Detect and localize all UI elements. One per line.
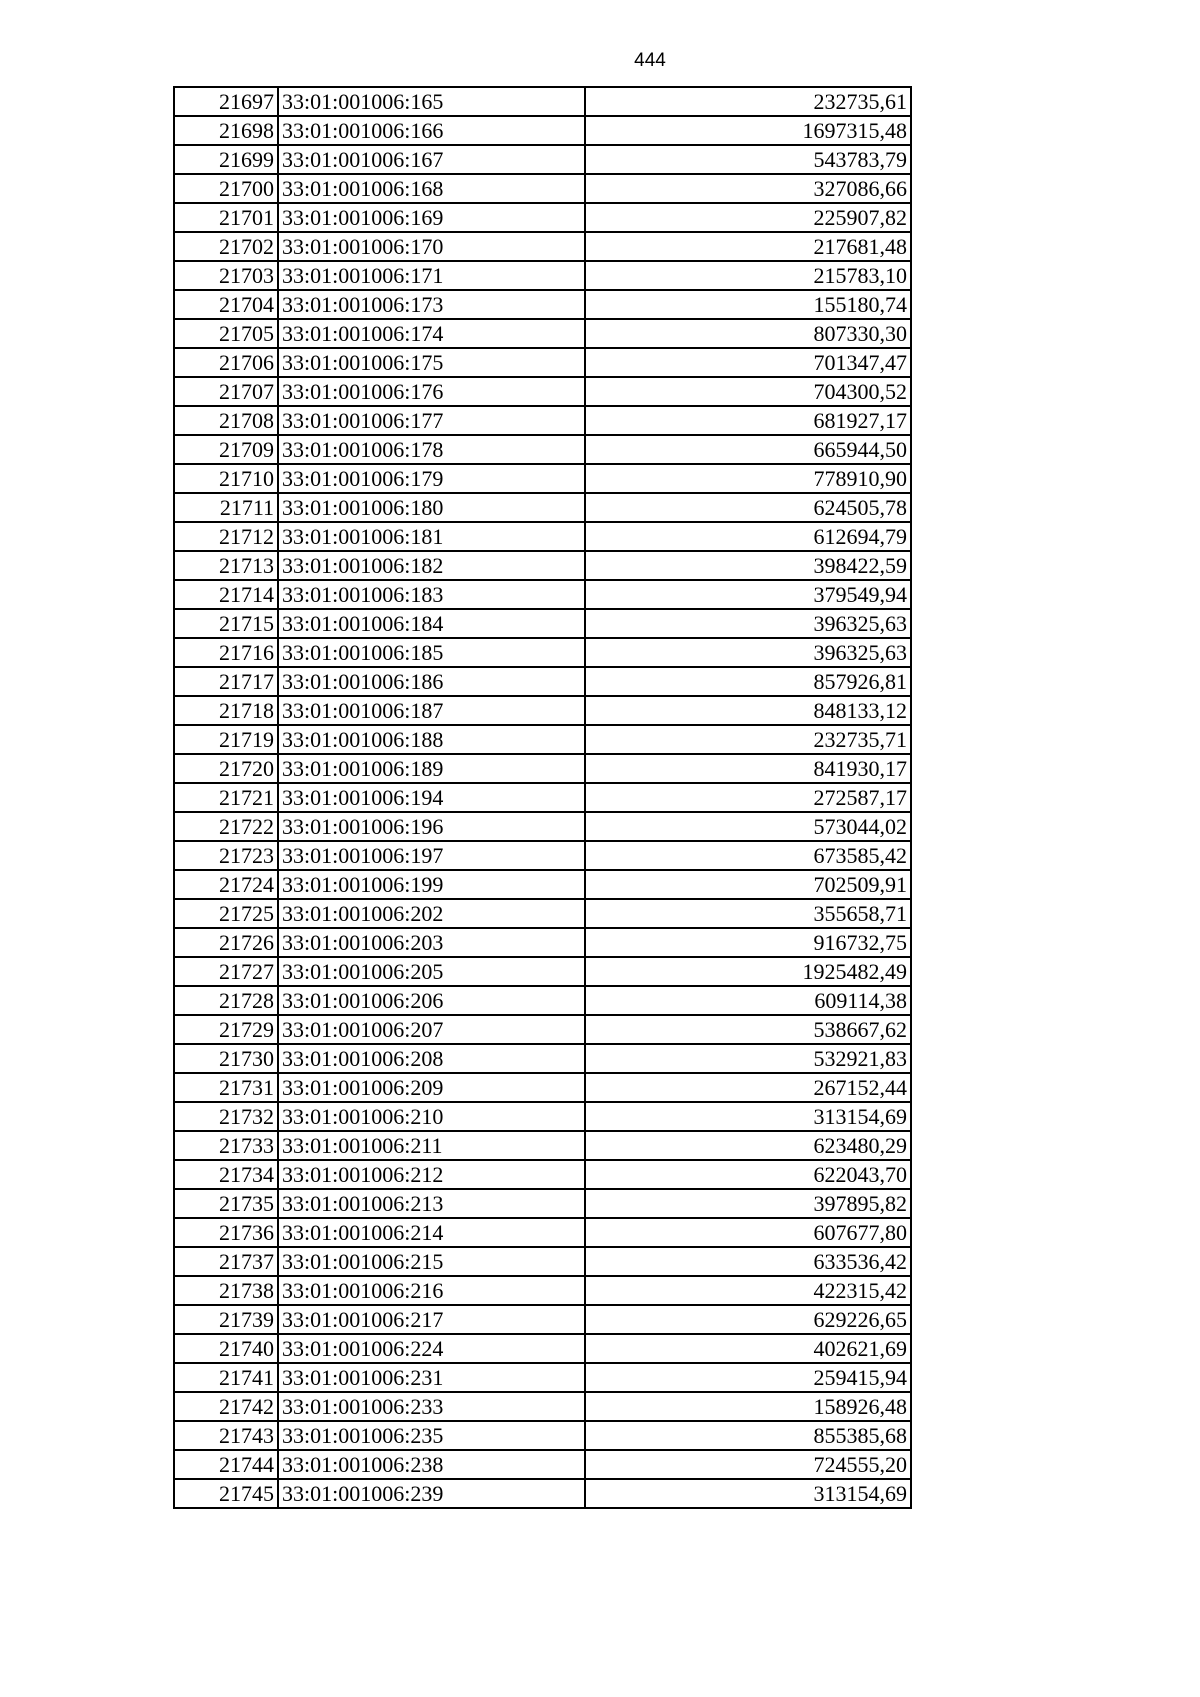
table-row (174, 348, 911, 377)
row-number-cell: 21745 (174, 1479, 278, 1508)
cadastral-value-cell: 398422,59 (585, 551, 911, 580)
table-row (174, 551, 911, 580)
cadastral-number-cell: 33:01:001006:206 (278, 986, 585, 1015)
row-number-cell: 21710 (174, 464, 278, 493)
cadastral-value-cell: 673585,42 (585, 841, 911, 870)
cadastral-number-cell: 33:01:001006:212 (278, 1160, 585, 1189)
row-number-cell: 21736 (174, 1218, 278, 1247)
cadastral-value-cell: 327086,66 (585, 174, 911, 203)
cadastral-number-cell: 33:01:001006:238 (278, 1450, 585, 1479)
row-number-cell: 21728 (174, 986, 278, 1015)
table-row (174, 957, 911, 986)
row-number-cell: 21729 (174, 1015, 278, 1044)
cadastral-number-cell: 33:01:001006:231 (278, 1363, 585, 1392)
cadastral-number-cell: 33:01:001006:174 (278, 319, 585, 348)
table-row (174, 638, 911, 667)
cadastral-value-cell: 225907,82 (585, 203, 911, 232)
row-number-cell: 21697 (174, 87, 278, 116)
cadastral-number-cell: 33:01:001006:169 (278, 203, 585, 232)
row-number-cell: 21716 (174, 638, 278, 667)
cadastral-value-table (173, 86, 912, 1509)
cadastral-value-cell: 232735,61 (585, 87, 911, 116)
table-row (174, 754, 911, 783)
cadastral-value-cell: 215783,10 (585, 261, 911, 290)
cadastral-number-cell: 33:01:001006:233 (278, 1392, 585, 1421)
row-number-cell: 21744 (174, 1450, 278, 1479)
cadastral-number-cell: 33:01:001006:211 (278, 1131, 585, 1160)
cadastral-number-cell: 33:01:001006:171 (278, 261, 585, 290)
cadastral-number-cell: 33:01:001006:177 (278, 406, 585, 435)
row-number-cell: 21708 (174, 406, 278, 435)
table-row (174, 435, 911, 464)
cadastral-number-cell: 33:01:001006:176 (278, 377, 585, 406)
table-row (174, 1479, 911, 1508)
row-number-cell: 21740 (174, 1334, 278, 1363)
cadastral-value-cell: 622043,70 (585, 1160, 911, 1189)
row-number-cell: 21737 (174, 1247, 278, 1276)
table-row (174, 1160, 911, 1189)
cadastral-number-cell: 33:01:001006:203 (278, 928, 585, 957)
row-number-cell: 21718 (174, 696, 278, 725)
cadastral-value-cell: 396325,63 (585, 609, 911, 638)
row-number-cell: 21703 (174, 261, 278, 290)
page-number: 444 (634, 50, 666, 71)
cadastral-value-cell: 272587,17 (585, 783, 911, 812)
row-number-cell: 21715 (174, 609, 278, 638)
row-number-cell: 21734 (174, 1160, 278, 1189)
row-number-cell: 21700 (174, 174, 278, 203)
row-number-cell: 21721 (174, 783, 278, 812)
cadastral-number-cell: 33:01:001006:217 (278, 1305, 585, 1334)
cadastral-value-cell: 313154,69 (585, 1479, 911, 1508)
cadastral-number-cell: 33:01:001006:180 (278, 493, 585, 522)
cadastral-number-cell: 33:01:001006:197 (278, 841, 585, 870)
cadastral-number-cell: 33:01:001006:239 (278, 1479, 585, 1508)
cadastral-number-cell: 33:01:001006:165 (278, 87, 585, 116)
cadastral-number-cell: 33:01:001006:184 (278, 609, 585, 638)
cadastral-value-cell: 624505,78 (585, 493, 911, 522)
cadastral-value-cell: 665944,50 (585, 435, 911, 464)
table-row (174, 667, 911, 696)
cadastral-number-cell: 33:01:001006:208 (278, 1044, 585, 1073)
row-number-cell: 21742 (174, 1392, 278, 1421)
cadastral-number-cell: 33:01:001006:216 (278, 1276, 585, 1305)
row-number-cell: 21707 (174, 377, 278, 406)
table-row (174, 580, 911, 609)
table-row (174, 232, 911, 261)
row-number-cell: 21698 (174, 116, 278, 145)
row-number-cell: 21738 (174, 1276, 278, 1305)
cadastral-value-cell: 702509,91 (585, 870, 911, 899)
table-row (174, 609, 911, 638)
table-row (174, 870, 911, 899)
cadastral-value-cell: 704300,52 (585, 377, 911, 406)
cadastral-number-cell: 33:01:001006:168 (278, 174, 585, 203)
cadastral-value-cell: 155180,74 (585, 290, 911, 319)
row-number-cell: 21712 (174, 522, 278, 551)
cadastral-value-cell: 217681,48 (585, 232, 911, 261)
cadastral-value-cell: 573044,02 (585, 812, 911, 841)
cadastral-number-cell: 33:01:001006:210 (278, 1102, 585, 1131)
table-row (174, 464, 911, 493)
cadastral-number-cell: 33:01:001006:170 (278, 232, 585, 261)
cadastral-number-cell: 33:01:001006:235 (278, 1421, 585, 1450)
table-row (174, 1363, 911, 1392)
row-number-cell: 21719 (174, 725, 278, 754)
row-number-cell: 21702 (174, 232, 278, 261)
cadastral-value-cell: 612694,79 (585, 522, 911, 551)
table-row (174, 145, 911, 174)
cadastral-number-cell: 33:01:001006:173 (278, 290, 585, 319)
row-number-cell: 21714 (174, 580, 278, 609)
table-row (174, 406, 911, 435)
row-number-cell: 21741 (174, 1363, 278, 1392)
cadastral-value-cell: 807330,30 (585, 319, 911, 348)
row-number-cell: 21726 (174, 928, 278, 957)
row-number-cell: 21730 (174, 1044, 278, 1073)
cadastral-value-cell: 857926,81 (585, 667, 911, 696)
cadastral-number-cell: 33:01:001006:215 (278, 1247, 585, 1276)
row-number-cell: 21711 (174, 493, 278, 522)
cadastral-value-cell: 355658,71 (585, 899, 911, 928)
cadastral-number-cell: 33:01:001006:166 (278, 116, 585, 145)
table-row (174, 87, 911, 116)
cadastral-number-cell: 33:01:001006:186 (278, 667, 585, 696)
cadastral-number-cell: 33:01:001006:187 (278, 696, 585, 725)
row-number-cell: 21727 (174, 957, 278, 986)
cadastral-number-cell: 33:01:001006:179 (278, 464, 585, 493)
row-number-cell: 21732 (174, 1102, 278, 1131)
row-number-cell: 21733 (174, 1131, 278, 1160)
cadastral-number-cell: 33:01:001006:189 (278, 754, 585, 783)
row-number-cell: 21709 (174, 435, 278, 464)
table-row (174, 1392, 911, 1421)
cadastral-value-cell: 259415,94 (585, 1363, 911, 1392)
table-row (174, 1073, 911, 1102)
cadastral-value-cell: 848133,12 (585, 696, 911, 725)
row-number-cell: 21713 (174, 551, 278, 580)
table-row (174, 812, 911, 841)
cadastral-value-cell: 841930,17 (585, 754, 911, 783)
row-number-cell: 21731 (174, 1073, 278, 1102)
cadastral-number-cell: 33:01:001006:224 (278, 1334, 585, 1363)
table-row (174, 116, 911, 145)
table-row (174, 290, 911, 319)
row-number-cell: 21699 (174, 145, 278, 174)
cadastral-value-cell: 422315,42 (585, 1276, 911, 1305)
table-row (174, 986, 911, 1015)
table-row (174, 1044, 911, 1073)
cadastral-number-cell: 33:01:001006:207 (278, 1015, 585, 1044)
table-row (174, 1189, 911, 1218)
table-row (174, 1276, 911, 1305)
row-number-cell: 21720 (174, 754, 278, 783)
cadastral-number-cell: 33:01:001006:181 (278, 522, 585, 551)
cadastral-number-cell: 33:01:001006:194 (278, 783, 585, 812)
table-row (174, 725, 911, 754)
row-number-cell: 21723 (174, 841, 278, 870)
cadastral-number-cell: 33:01:001006:175 (278, 348, 585, 377)
cadastral-number-cell: 33:01:001006:183 (278, 580, 585, 609)
cadastral-number-cell: 33:01:001006:199 (278, 870, 585, 899)
row-number-cell: 21722 (174, 812, 278, 841)
cadastral-value-cell: 855385,68 (585, 1421, 911, 1450)
cadastral-value-cell: 232735,71 (585, 725, 911, 754)
cadastral-value-cell: 397895,82 (585, 1189, 911, 1218)
row-number-cell: 21739 (174, 1305, 278, 1334)
cadastral-value-cell: 701347,47 (585, 348, 911, 377)
row-number-cell: 21705 (174, 319, 278, 348)
cadastral-value-cell: 633536,42 (585, 1247, 911, 1276)
cadastral-number-cell: 33:01:001006:209 (278, 1073, 585, 1102)
cadastral-value-cell: 379549,94 (585, 580, 911, 609)
cadastral-number-cell: 33:01:001006:205 (278, 957, 585, 986)
cadastral-number-cell: 33:01:001006:214 (278, 1218, 585, 1247)
cadastral-value-cell: 402621,69 (585, 1334, 911, 1363)
table-row (174, 261, 911, 290)
table-row (174, 1450, 911, 1479)
cadastral-value-cell: 538667,62 (585, 1015, 911, 1044)
table-row (174, 319, 911, 348)
table-row (174, 377, 911, 406)
cadastral-number-cell: 33:01:001006:167 (278, 145, 585, 174)
cadastral-value-cell: 681927,17 (585, 406, 911, 435)
cadastral-number-cell: 33:01:001006:196 (278, 812, 585, 841)
table-row (174, 1247, 911, 1276)
table-body (174, 87, 911, 1508)
cadastral-value-cell: 532921,83 (585, 1044, 911, 1073)
cadastral-value-cell: 158926,48 (585, 1392, 911, 1421)
row-number-cell: 21725 (174, 899, 278, 928)
cadastral-value-cell: 1697315,48 (585, 116, 911, 145)
table-row (174, 493, 911, 522)
table-row (174, 696, 911, 725)
row-number-cell: 21724 (174, 870, 278, 899)
cadastral-value-cell: 778910,90 (585, 464, 911, 493)
cadastral-number-cell: 33:01:001006:213 (278, 1189, 585, 1218)
cadastral-value-cell: 724555,20 (585, 1450, 911, 1479)
table-row (174, 783, 911, 812)
table-row (174, 1218, 911, 1247)
table-row (174, 1334, 911, 1363)
table-row (174, 1131, 911, 1160)
cadastral-value-cell: 607677,80 (585, 1218, 911, 1247)
row-number-cell: 21717 (174, 667, 278, 696)
table-row (174, 841, 911, 870)
cadastral-value-cell: 916732,75 (585, 928, 911, 957)
cadastral-value-cell: 267152,44 (585, 1073, 911, 1102)
cadastral-number-cell: 33:01:001006:178 (278, 435, 585, 464)
cadastral-number-cell: 33:01:001006:188 (278, 725, 585, 754)
table-row (174, 1102, 911, 1131)
table-row (174, 203, 911, 232)
cadastral-number-cell: 33:01:001006:182 (278, 551, 585, 580)
cadastral-value-cell: 623480,29 (585, 1131, 911, 1160)
row-number-cell: 21743 (174, 1421, 278, 1450)
table-row (174, 522, 911, 551)
table-row (174, 1421, 911, 1450)
row-number-cell: 21706 (174, 348, 278, 377)
cadastral-value-cell: 629226,65 (585, 1305, 911, 1334)
cadastral-value-cell: 1925482,49 (585, 957, 911, 986)
row-number-cell: 21701 (174, 203, 278, 232)
cadastral-number-cell: 33:01:001006:185 (278, 638, 585, 667)
cadastral-value-cell: 313154,69 (585, 1102, 911, 1131)
cadastral-value-cell: 543783,79 (585, 145, 911, 174)
cadastral-number-cell: 33:01:001006:202 (278, 899, 585, 928)
table-row (174, 1015, 911, 1044)
cadastral-value-cell: 609114,38 (585, 986, 911, 1015)
cadastral-value-cell: 396325,63 (585, 638, 911, 667)
table-row (174, 174, 911, 203)
table-row (174, 899, 911, 928)
row-number-cell: 21735 (174, 1189, 278, 1218)
table-row (174, 928, 911, 957)
row-number-cell: 21704 (174, 290, 278, 319)
table-row (174, 1305, 911, 1334)
